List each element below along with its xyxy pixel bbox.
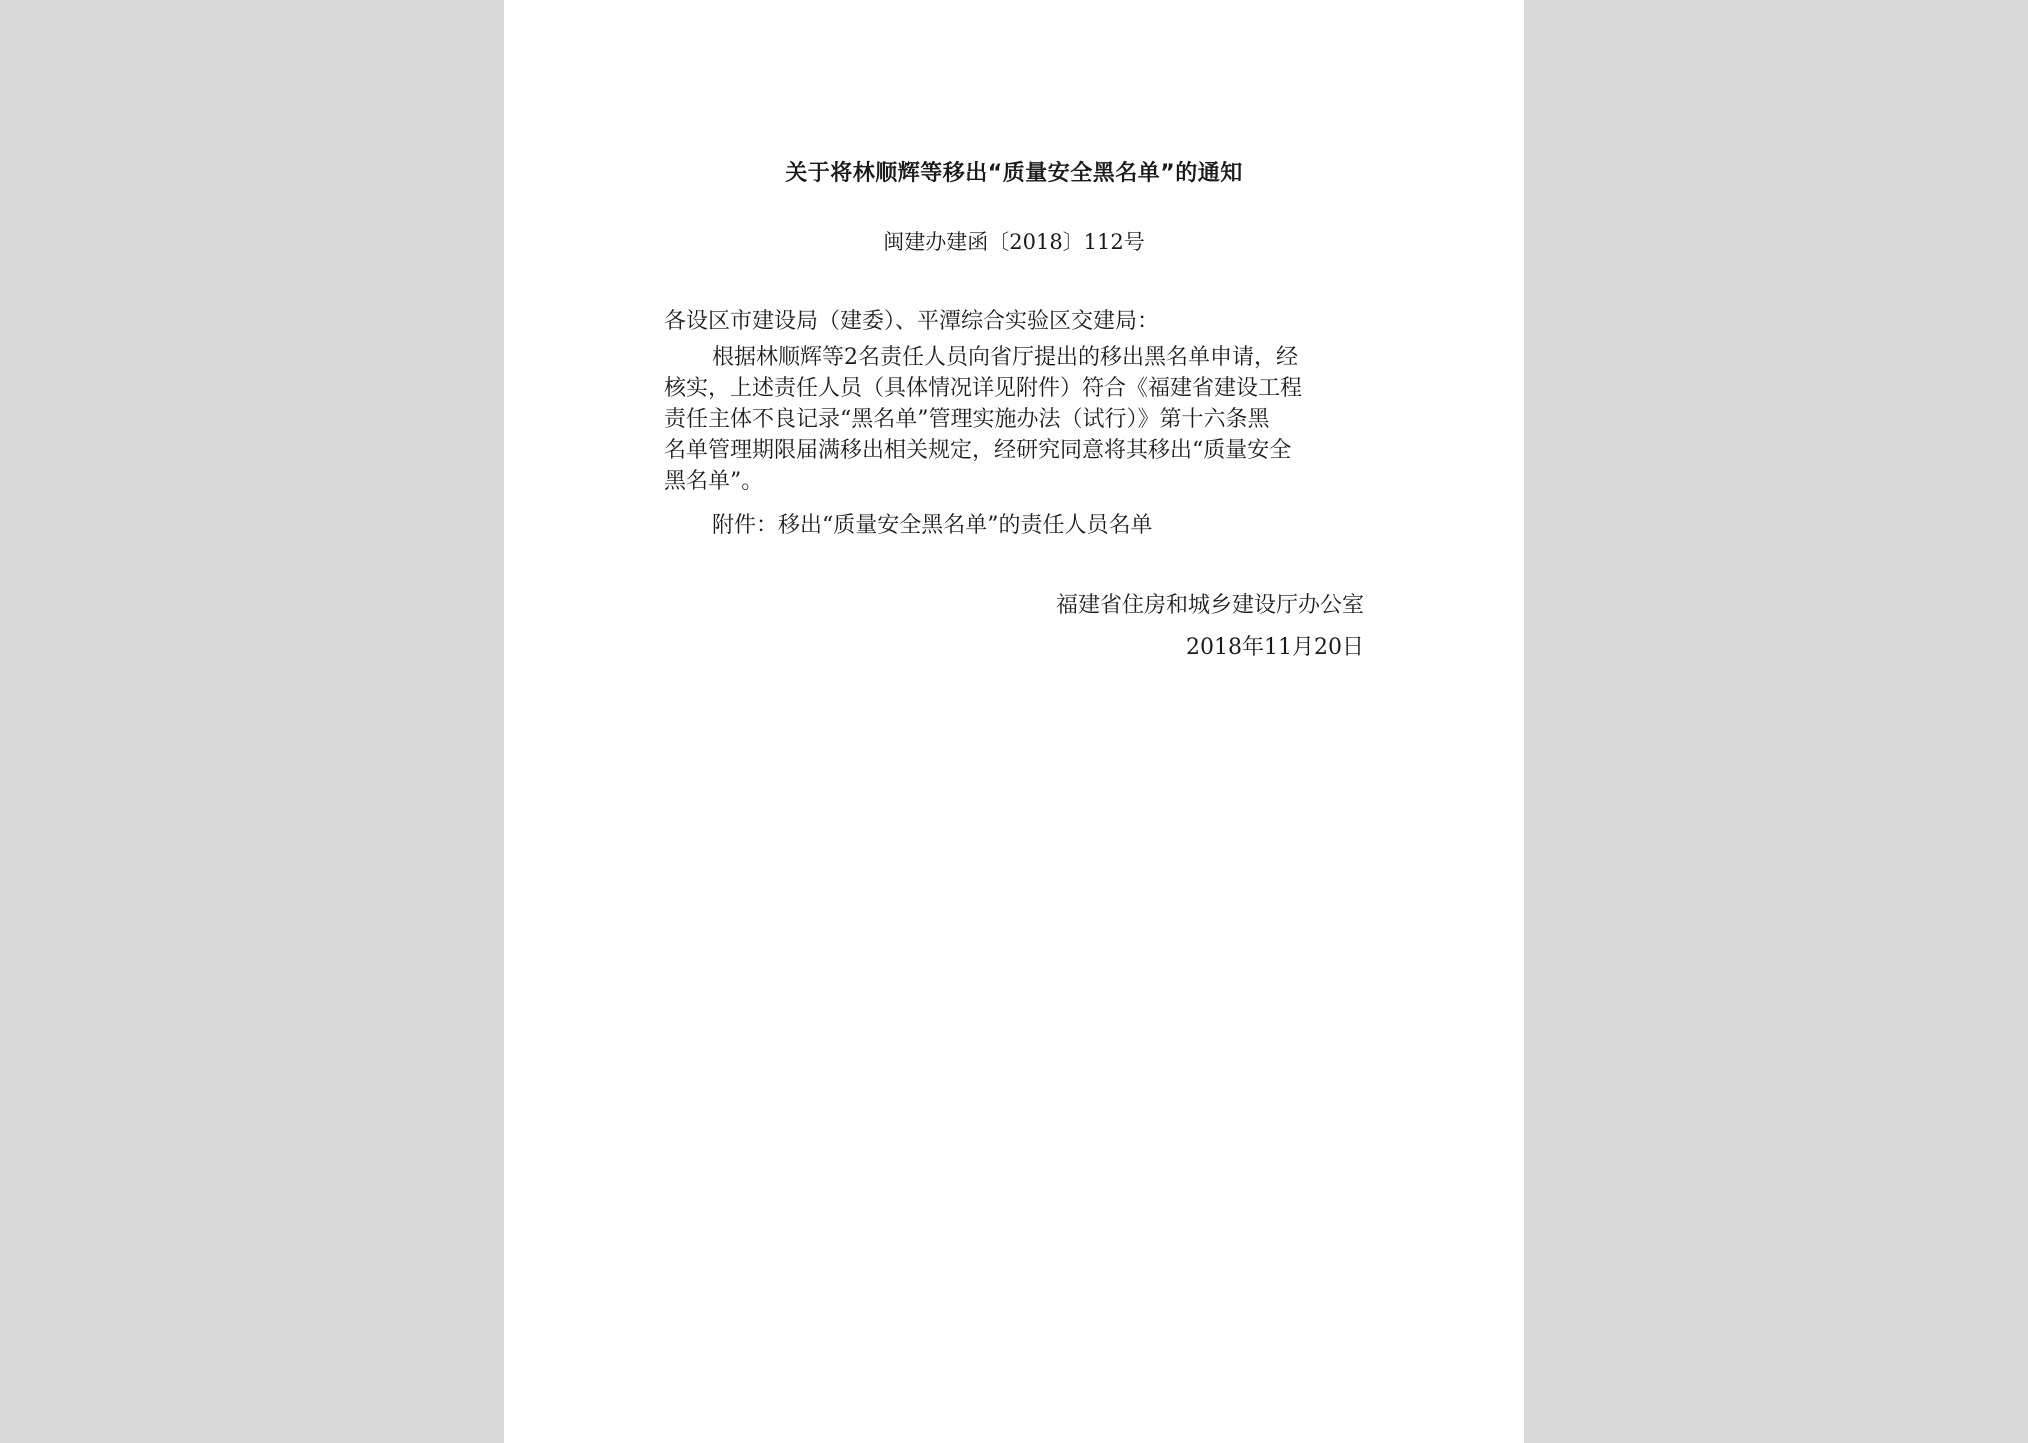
attachment-line: 附件：移出“质量安全黑名单”的责任人员名单 — [712, 513, 1153, 538]
addressee: 各设区市建设局（建委）、平潭综合实验区交建局： — [664, 309, 1160, 334]
signer: 福建省住房和城乡建设厅办公室 — [1055, 593, 1364, 618]
document-number: 闽建办建函〔2018〕112号 — [883, 230, 1145, 254]
body-line: 核实，上述责任人员（具体情况详见附件）符合《福建省建设工程 — [664, 376, 1303, 401]
document-page — [504, 0, 1524, 1443]
body-line: 黑名单”。 — [664, 469, 764, 494]
issue-date: 2018年11月20日 — [1186, 635, 1364, 660]
body-line: 责任主体不良记录“黑名单”管理实施办法（试行）》第十六条黑 — [664, 407, 1270, 432]
body-line: 名单管理期限届满移出相关规定，经研究同意将其移出“质量安全 — [664, 438, 1292, 463]
body-paragraph — [664, 342, 1364, 497]
document-title: 关于将林顺辉等移出“质量安全黑名单”的通知 — [785, 161, 1243, 186]
body-line: 根据林顺辉等2名责任人员向省厅提出的移出黑名单申请，经 — [712, 345, 1298, 370]
